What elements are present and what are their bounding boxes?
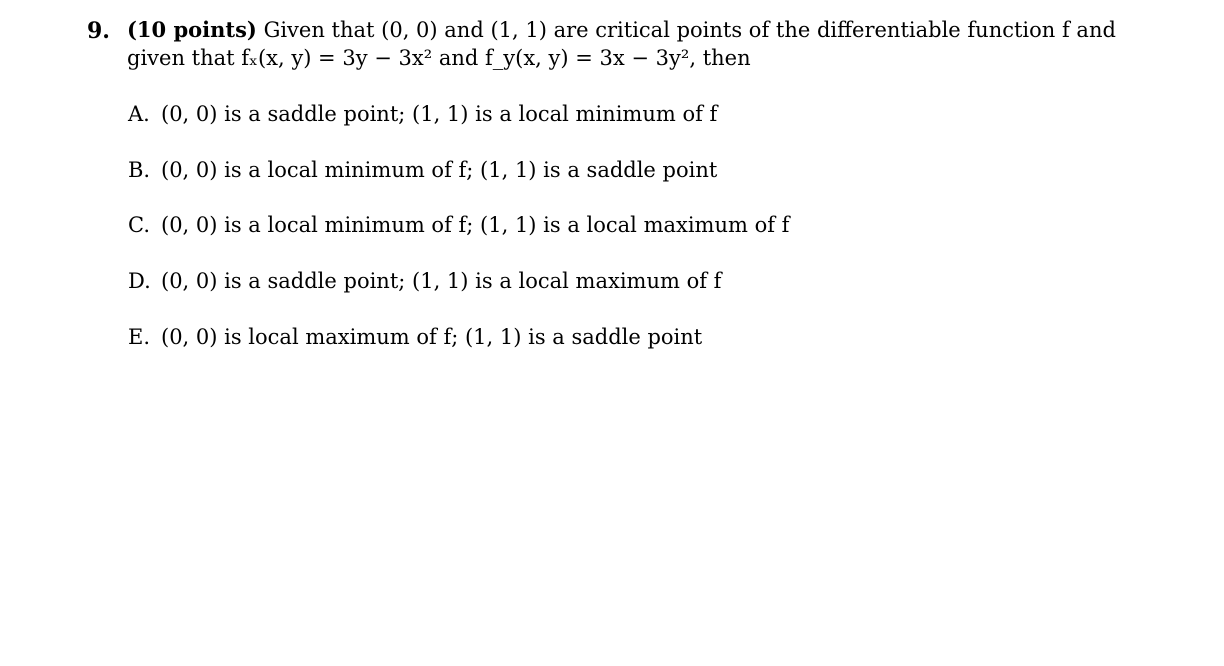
choice-c[interactable]	[128, 211, 1128, 239]
problem-stem	[127, 16, 1207, 72]
choice-letter: B.	[128, 157, 151, 182]
stem-line-2-prefix: given that	[127, 46, 235, 70]
fx-expression: fₓ(x, y) = 3y − 3x²	[241, 46, 433, 70]
choice-b[interactable]	[128, 156, 1128, 184]
choice-text: (0, 0) is a local minimum of f; (1, 1) is a local maximum of f	[161, 213, 790, 238]
choice-letter: C.	[128, 213, 150, 238]
choice-text: (0, 0) is a saddle point; (1, 1) is a local maximum of f	[161, 269, 722, 294]
choice-letter: D.	[128, 269, 151, 294]
problem-points: (10 points)	[127, 17, 257, 42]
choice-e[interactable]	[128, 323, 1128, 351]
choice-text: (0, 0) is a saddle point; (1, 1) is a local minimum of f	[161, 102, 718, 126]
answer-choices	[128, 100, 1128, 378]
stem-and-word: and	[438, 46, 479, 70]
choice-text: (0, 0) is local maximum of f; (1, 1) is a saddle point	[161, 324, 703, 349]
stem-then-word: then	[702, 46, 751, 70]
fy-expression: f_y(x, y) = 3x − 3y²,	[485, 46, 696, 70]
choice-letter: E.	[128, 324, 151, 349]
choice-text: (0, 0) is a local minimum of f; (1, 1) is a saddle point	[161, 157, 718, 182]
choice-letter: A.	[128, 102, 150, 126]
stem-line-1: Given that (0, 0) and (1, 1) are critical points of the differentiable function f and	[263, 18, 1116, 42]
choice-d[interactable]	[128, 267, 1128, 295]
problem-number: 9.	[87, 18, 110, 44]
choice-a[interactable]	[128, 100, 1128, 128]
